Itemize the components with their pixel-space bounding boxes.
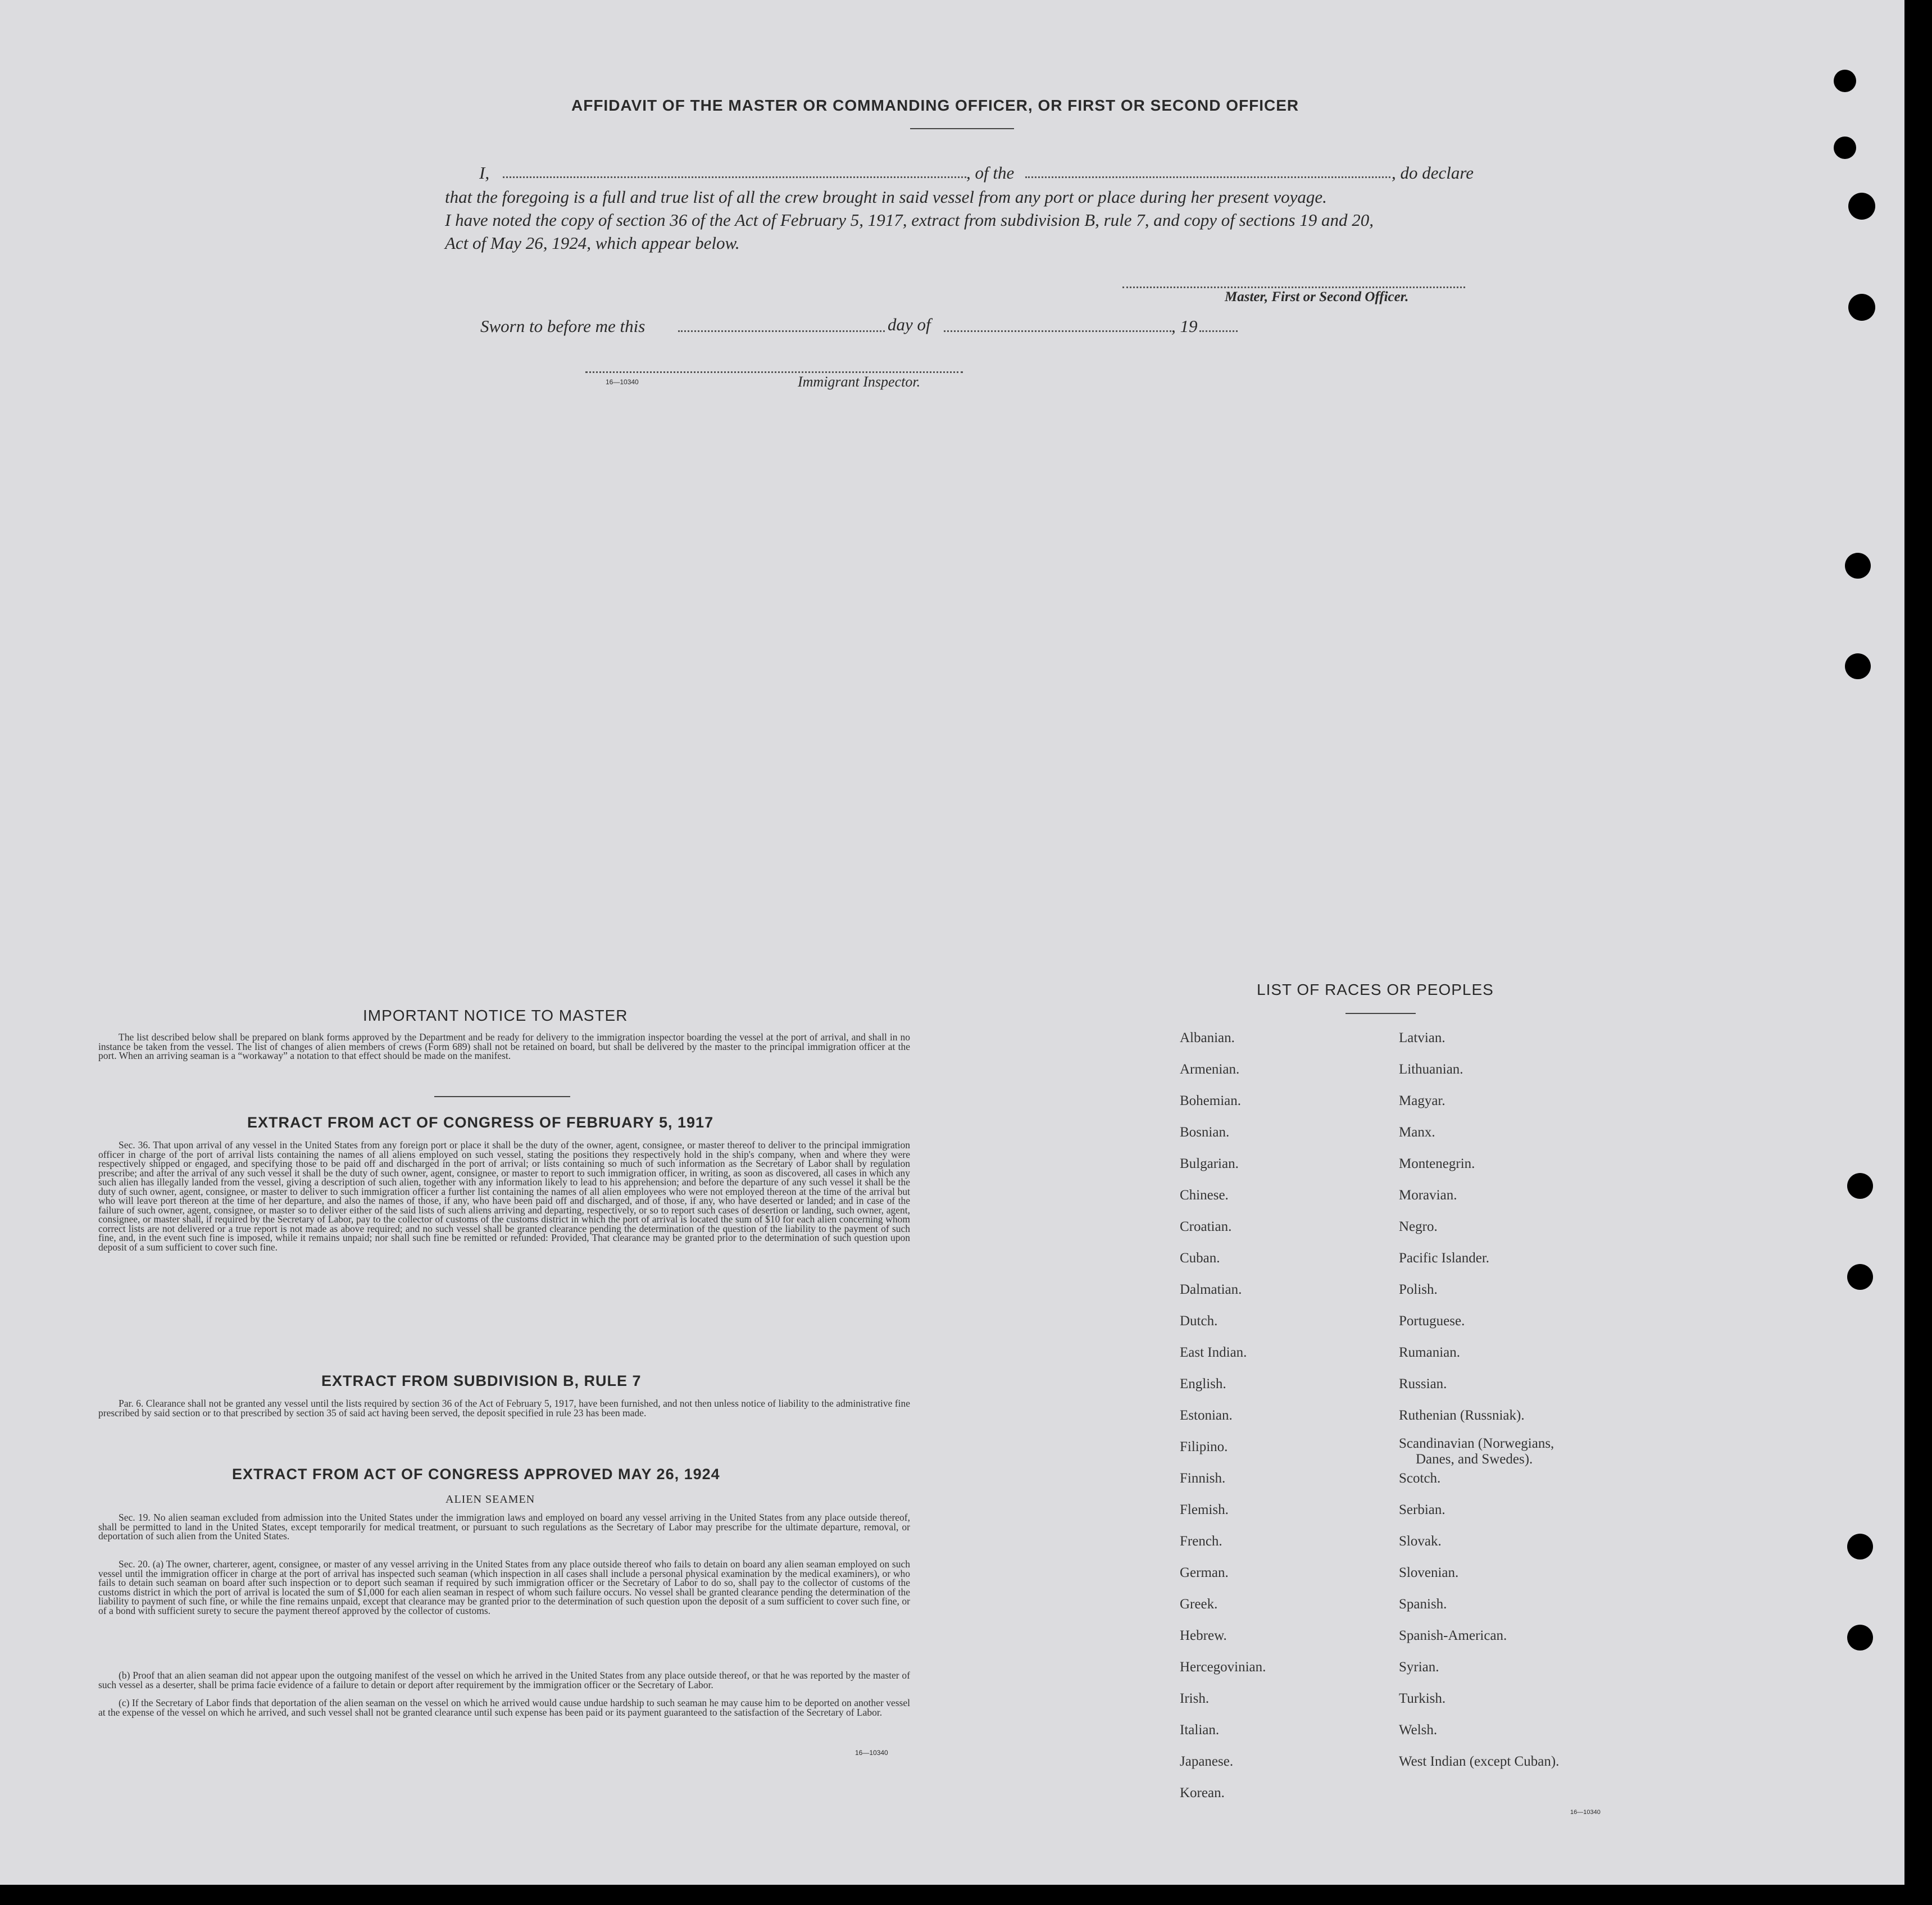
- binder-hole: [1848, 193, 1875, 220]
- binder-hole: [1845, 553, 1871, 579]
- extract-1924-title: EXTRACT FROM ACT OF CONGRESS APPROVED MAY 26, 1924: [232, 1466, 720, 1483]
- race-item: West Indian (except Cuban).: [1399, 1754, 1560, 1769]
- race-item: Korean.: [1180, 1785, 1225, 1801]
- binder-hole: [1847, 1173, 1873, 1199]
- race-item: Greek.: [1180, 1597, 1218, 1612]
- sworn-label: Sworn to before me this: [480, 316, 645, 336]
- race-item: Moravian.: [1399, 1188, 1457, 1203]
- race-item: Danes, and Swedes).: [1416, 1452, 1533, 1467]
- race-item: Manx.: [1399, 1125, 1435, 1140]
- race-item: Slovak.: [1399, 1534, 1442, 1549]
- form-number-top: 16—10340: [606, 378, 639, 386]
- race-item: German.: [1180, 1565, 1229, 1580]
- race-item: Montenegrin.: [1399, 1156, 1475, 1171]
- race-item: Ruthenian (Russniak).: [1399, 1408, 1525, 1423]
- race-item: Polish.: [1399, 1282, 1438, 1297]
- binder-hole: [1847, 1534, 1873, 1560]
- declaration-i: I,: [479, 163, 490, 183]
- race-item: Serbian.: [1399, 1502, 1445, 1517]
- race-item: Portuguese.: [1399, 1313, 1465, 1329]
- race-item: Lithuanian.: [1399, 1062, 1463, 1077]
- race-item: Bohemian.: [1180, 1093, 1242, 1108]
- notice-text: The list described below shall be prepared on blank forms approved by the Department and be ready for delivery to the immigration inspector boarding the vessel at the port of arrival, and shall in no instance be taken from the vessel. The list of changes of alien members of crews (Form 689) shall not be retained on board, but shall be delivered by the master to the principal immigration officer at the port. When an arriving seaman is a “workaway” a notation to that effect should be made on the manifest.: [98, 1031, 910, 1061]
- day-of-label: day of: [888, 315, 931, 334]
- binder-hole: [1847, 1264, 1873, 1290]
- race-item: Magyar.: [1399, 1093, 1445, 1108]
- race-item: Bulgarian.: [1180, 1156, 1239, 1171]
- declaration-do-declare: , do declare: [1392, 163, 1474, 183]
- race-item: Estonian.: [1180, 1408, 1233, 1423]
- race-item: Spanish.: [1399, 1597, 1447, 1612]
- sec19-text: Sec. 19. No alien seaman excluded from admission into the United States under the immigration laws and employed on board any vessel arriving in the United States from any place outside thereof, shall be permitted to land in the United States, except temporarily for medical treatment, or pursuant to such regulations as the Secretary of Labor may prescribe for the ultimate departure, removal, or deportation of such alien from the United States.: [98, 1512, 910, 1542]
- race-item: Irish.: [1180, 1691, 1210, 1706]
- race-item: Croatian.: [1180, 1219, 1232, 1234]
- vessel-blank[interactable]: [1025, 176, 1390, 178]
- race-item: Chinese.: [1180, 1188, 1229, 1203]
- sec20c-text: (c) If the Secretary of Labor finds that deportation of the alien seaman on the vessel on which he arrived would cause undue hardship to such seaman he may cause him to be deported on another vessel at the expense of the vessel on which he arrived, and such vessel shall not be granted clearance until such expense has been paid or its payment guaranteed to the satisfaction of the Secretary of Labor.: [98, 1697, 910, 1718]
- title-underline: [910, 128, 1014, 129]
- race-item: Cuban.: [1180, 1251, 1220, 1266]
- notice-divider: [434, 1096, 570, 1097]
- rule7-title: EXTRACT FROM SUBDIVISION B, RULE 7: [321, 1372, 642, 1389]
- sec20b-text: (b) Proof that an alien seaman did not appear upon the outgoing manifest of the vessel on which he arrived in the United States from any place outside thereof, or that he was reported by the master of such vessel as a deserter, shall be prima facie evidence of a failure to detain or deport after requirement by the immigration officer or the Secretary of Labor.: [98, 1670, 910, 1690]
- sworn-year-blank[interactable]: [1199, 330, 1238, 332]
- notice-title: IMPORTANT NOTICE TO MASTER: [363, 1007, 628, 1024]
- race-item: Syrian.: [1399, 1660, 1439, 1675]
- binder-hole: [1848, 294, 1875, 321]
- race-item: Hercegovinian.: [1180, 1660, 1266, 1675]
- race-item: Dalmatian.: [1180, 1282, 1242, 1297]
- race-item: Spanish-American.: [1399, 1628, 1507, 1643]
- race-item: Armenian.: [1180, 1062, 1240, 1077]
- race-item: Rumanian.: [1399, 1345, 1461, 1360]
- race-item: Negro.: [1399, 1219, 1438, 1234]
- form-number-races: 16—10340: [1570, 1809, 1601, 1816]
- race-item: Filipino.: [1180, 1439, 1228, 1454]
- race-item: Slovenian.: [1399, 1565, 1459, 1580]
- binder-hole: [1834, 70, 1856, 92]
- race-item: Latvian.: [1399, 1030, 1445, 1045]
- race-item: French.: [1180, 1534, 1222, 1549]
- race-item: Flemish.: [1180, 1502, 1229, 1517]
- race-item: Dutch.: [1180, 1313, 1218, 1329]
- rule7-text: Par. 6. Clearance shall not be granted any vessel until the lists required by section 36 of the Act of February 5, 1917, have been furnished, and not then unless notice of liability to the administrative fine prescribed by said section or to that prescribed by section 35 of said act having been served, the deposit specified in rule 23 has been made.: [98, 1398, 910, 1418]
- inspector-label: Immigrant Inspector.: [798, 374, 921, 390]
- race-item: Pacific Islander.: [1399, 1251, 1490, 1266]
- binder-hole: [1845, 653, 1871, 679]
- binder-hole: [1847, 1625, 1873, 1651]
- race-item: Japanese.: [1180, 1754, 1234, 1769]
- race-item: Welsh.: [1399, 1722, 1438, 1738]
- alien-seamen-subtitle: ALIEN SEAMEN: [446, 1493, 535, 1506]
- race-item: Turkish.: [1399, 1691, 1446, 1706]
- declaration-line-3: I have noted the copy of section 36 of the Act of February 5, 1917, extract from subdivision B, rule 7, and copy of sections 19 and 20,: [445, 210, 1374, 230]
- race-item: Albanian.: [1180, 1030, 1235, 1045]
- race-item: Scotch.: [1399, 1471, 1441, 1486]
- extract-1917-title: EXTRACT FROM ACT OF CONGRESS OF FEBRUARY 5, 1917: [247, 1114, 714, 1131]
- year-prefix: , 19: [1171, 316, 1198, 336]
- declaration-line-4: Act of May 26, 1924, which appear below.: [445, 233, 740, 253]
- binder-hole: [1834, 137, 1856, 159]
- race-item: Russian.: [1399, 1376, 1447, 1392]
- races-title: LIST OF RACES OR PEOPLES: [1257, 981, 1494, 998]
- form-number-notice: 16—10340: [855, 1749, 888, 1757]
- race-item: Hebrew.: [1180, 1628, 1227, 1643]
- sworn-day-blank[interactable]: [678, 330, 885, 332]
- signature-blank[interactable]: [1122, 287, 1465, 288]
- race-item: Scandinavian (Norwegians,: [1399, 1436, 1554, 1451]
- inspector-signature-blank[interactable]: [585, 371, 963, 373]
- race-item: Finnish.: [1180, 1471, 1226, 1486]
- declaration-line-2: that the foregoing is a full and true list of all the crew brought in said vessel from any port or place during her present voyage.: [445, 187, 1327, 207]
- race-item: Italian.: [1180, 1722, 1220, 1738]
- signature-label: Master, First or Second Officer.: [1225, 289, 1409, 304]
- race-item: Bosnian.: [1180, 1125, 1230, 1140]
- name-blank[interactable]: [503, 176, 966, 178]
- extract-1917-text: Sec. 36. That upon arrival of any vessel in the United States from any foreign port or place it shall be the duty of the owner, agent, consignee, or master thereof to deliver to the principal immigration officer in charge of the port of arrival lists containing the names of all aliens employed on such vessel, stating the positions they respectively hold in the ship's company, when and where they were respectively shipped or engaged, and specifying those to be paid off and discharged in the port of arrival; or lists containing so much of such information as the Secretary of Labor shall by regulation prescribe; and after the arrival of any such vessel it shall be the duty of such owner, agent, consignee, or master to report to such immigration officer, in writing, as soon as discovered, all cases in which any such alien has illegally landed from the vessel, giving a description of such alien, together with any information likely to lead to his apprehension; and before the departure of any such vessel it shall be the duty of such owner, agent, consignee, or master to deliver to such immigration officer a further list containing the names of all alien employees who were not employed thereon at the time of the arrival but who will leave port thereon at the time of her departure, and also the names of those, if any, who have been paid off and discharged, and of those, if any, who have deserted or landed; and in case of the failure of such owner, agent, consignee, or master so to deliver either of the said lists of such aliens arriving and departing, respectively, or so to report such cases of desertion or landing, such owner, agent, consignee, or master shall, if required by the Secretary of Labor, pay to the collector of customs of the customs district in which the port of arrival is located the sum of $10 for each alien concerning whom correct lists are not delivered or a true report is not made as above required; and no such vessel shall be granted clearance pending the determination of the question of the liability to the payment of such fine, and, in the event such fine is imposed, while it remains unpaid; nor shall such fine be remitted or refunded: Provided, That clearance may be granted prior to the determination of such question upon deposit of a sum sufficient to cover such fine.: [98, 1139, 910, 1253]
- race-item: East Indian.: [1180, 1345, 1247, 1360]
- sec20a-text: Sec. 20. (a) The owner, charterer, agent, consignee, or master of any vessel arriving in the United States from any place outside thereof who fails to detain on board any alien seaman employed on such vessel until the immigration officer in charge at the port of arrival has inspected such seaman (which inspection in all cases shall include a personal physical examination by the medical examiners), or who fails to detain such seaman on board after such inspection or to deport such seaman if required by such immigration officer or the Secretary of Labor to do so, shall pay to the collector of customs of the customs district in which the port of arrival is located the sum of $1,000 for each alien seaman in respect of whom such failure occurs. No vessel shall be granted clearance pending the determination of the liability to payment of such fine, or while the fine remains unpaid, except that clearance may be granted prior to the determination of such question upon the deposit of a sum sufficient to cover such fine, or of a bond with sufficient surety to secure the payment thereof approved by the collector of customs.: [98, 1558, 910, 1616]
- race-item: English.: [1180, 1376, 1226, 1392]
- races-title-underline: [1345, 1013, 1416, 1014]
- declaration-of-the: , of the: [966, 163, 1015, 183]
- affidavit-title: AFFIDAVIT OF THE MASTER OR COMMANDING OFFICER, OR FIRST OR SECOND OFFICER: [571, 97, 1299, 114]
- sworn-month-blank[interactable]: [944, 330, 1171, 332]
